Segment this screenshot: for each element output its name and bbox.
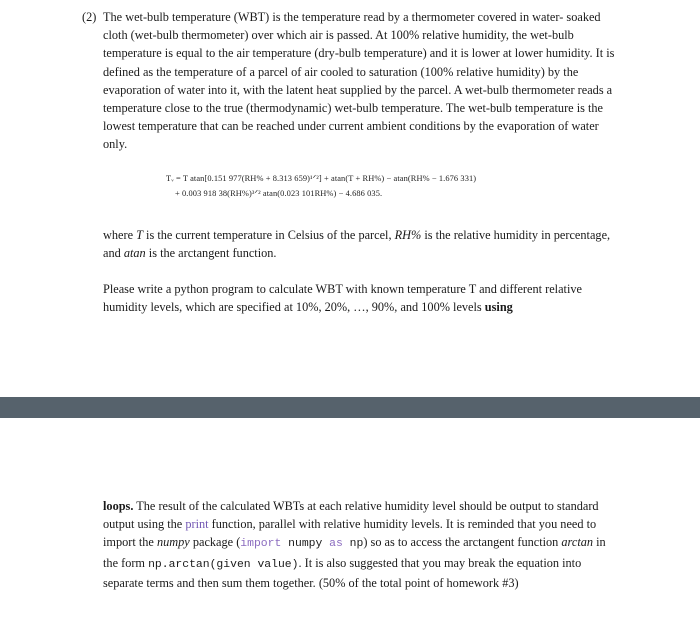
- cont-text-4: ) so as to access the arctangent function: [363, 535, 562, 550]
- code-import-keyword: import: [240, 538, 282, 551]
- numpy-name: numpy: [156, 535, 190, 550]
- cont-text-3: package (: [189, 535, 241, 550]
- var-rh: RH%: [394, 228, 422, 242]
- code-numpy: numpy: [281, 538, 330, 551]
- request-bold: using: [484, 300, 513, 315]
- wbt-equation: [166, 171, 586, 201]
- task-continuation: [103, 497, 623, 592]
- page-divider-bar: [0, 397, 700, 418]
- problem-paragraph: [82, 8, 622, 154]
- code-np: np: [342, 538, 364, 551]
- code-arctan-call: np.arctan(given value): [148, 558, 299, 571]
- cont-text-2: function, parallel with relative humidity levels. It is reminded that you need to import the: [103, 517, 597, 550]
- where-text-3: is the relative humidity in percentage, and: [103, 228, 611, 261]
- var-atan: atan: [123, 246, 146, 261]
- problem-number: (2): [82, 10, 97, 24]
- task-request: [103, 280, 623, 316]
- var-T: T: [136, 228, 143, 242]
- cont-text-5: in the form: [103, 535, 606, 570]
- equation-line-1: Tᵥ = T atan[0.151 977(RH% + 8.313 659)¹ᐟ²] + atan(T + RH%) − atan(RH% − 1.676 331): [166, 174, 477, 183]
- variable-definitions: [103, 226, 623, 262]
- problem-text-line1: The wet-bulb temperature (WBT) is the temperature read by a thermometer covered in water-: [103, 10, 564, 24]
- cont-text-1: The result of the calculated WBTs at each relative humidity level should be output to standard output using the: [103, 499, 599, 532]
- equation-line-2: + 0.003 918 38(RH%)³ᐟ² atan(0.023 101RH%) − 4.686 035.: [175, 189, 383, 198]
- print-function: print: [185, 517, 209, 532]
- where-text-2: is the current temperature in Celsius of the parcel,: [142, 228, 395, 242]
- problem-text: soaked cloth (wet-bulb thermometer) over which air is passed. At 100% relative humidity, the wet-bulb temperature is equal to the air temperature (dry-bulb temperature) and it is lower at lower humidity. It is defined as the temperature of a parcel of air cooled to saturation (100% relative humidity) by the evaporation of water into it, with the latent heat supplied by the parcel. A wet-bulb thermometer reads a temperature close to the true (thermodynamic) wet-bulb temperature. The wet-bulb temperature is the lowest temperature that can be reached under current ambient conditions by the evaporation of water only.: [103, 10, 615, 152]
- request-text: Please write a python program to calculate WBT with known temperature T and different relative humidity levels, which are specified at 10%, 20%, …, 90%, and 100% levels: [103, 282, 582, 315]
- continuation-bold: loops.: [103, 499, 134, 513]
- arctan-name: arctan: [561, 535, 594, 550]
- code-as-keyword: as: [329, 538, 343, 551]
- cont-text-6: . It is also suggested that you may break the equation into separate terms and then sum them together. (50% of the total point of homework #3): [103, 555, 582, 590]
- where-text-1: where: [103, 228, 137, 242]
- where-text-4: is the arctangent function.: [145, 246, 277, 261]
